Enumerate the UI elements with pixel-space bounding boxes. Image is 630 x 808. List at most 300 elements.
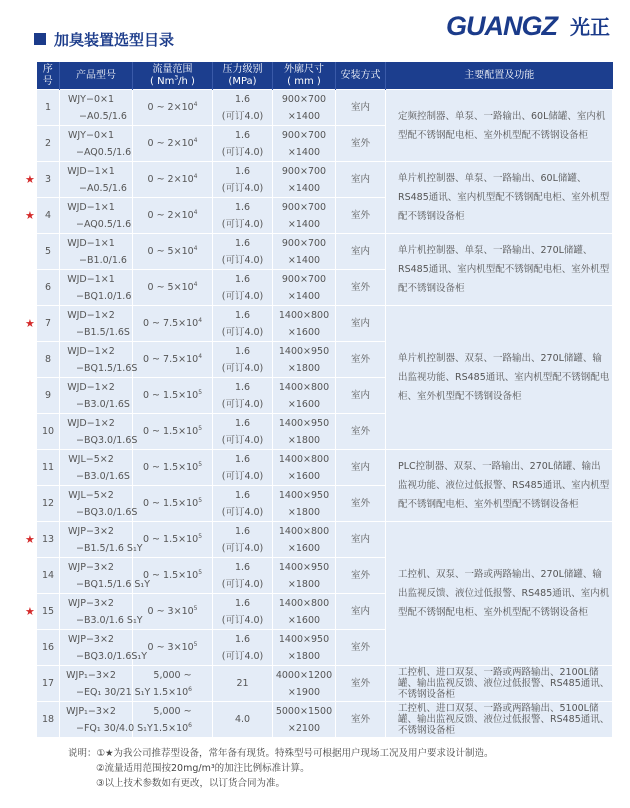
- table-row: [37, 306, 613, 342]
- seq-number: 2: [44, 138, 52, 149]
- flow-value: 0 ~ 2×10: [147, 210, 194, 221]
- cell-install: 室外: [336, 198, 386, 234]
- seq-number: 4: [44, 210, 52, 221]
- cell-seq: [37, 630, 60, 666]
- pressure-optional: (可订4.0): [221, 542, 264, 554]
- cell-seq: [37, 486, 60, 522]
- header-size: 外廓尺寸 ( mm ): [273, 62, 336, 90]
- cell-pressure: [213, 126, 273, 162]
- size-line-2: ×1800: [287, 506, 321, 518]
- cell-size: [273, 162, 336, 198]
- cell-pressure: [213, 666, 273, 702]
- cell-seq: [37, 234, 60, 270]
- seq-number: 5: [44, 246, 52, 257]
- model-line-2: −B3.0/1.6S: [76, 398, 130, 410]
- flow-exponent: 5: [198, 496, 203, 504]
- cell-pressure: [213, 450, 273, 486]
- cell-install: 室外: [336, 558, 386, 594]
- cell-model: [60, 126, 133, 162]
- cell-features: PLC控制器、双泵、一路输出、270L储罐、输出监视功能、液位过低报警、RS485通讯、室内机型配不锈钢配电柜、室外机型配不锈钢设备柜: [386, 450, 613, 522]
- seq-number: 13: [41, 534, 55, 545]
- model-line-2: −BQ3.0/1.6S₁Y: [76, 650, 148, 662]
- model-line-1: WJP−3×2: [68, 633, 114, 645]
- cell-features: 工控机、进口双泵、一路或两路输出、2100L储罐、输出监视反馈、液位过低报警、RS485通讯、不锈钢设备柜: [386, 666, 613, 702]
- cell-size: [273, 702, 336, 738]
- cell-pressure: [213, 414, 273, 450]
- recommended-star-icon: ★: [25, 172, 35, 186]
- cell-seq: [37, 342, 60, 378]
- recommended-star-icon: ★: [25, 532, 35, 546]
- table-row: [37, 522, 613, 558]
- size-line-2: ×1400: [287, 182, 321, 194]
- size-line-1: 900×700: [281, 201, 327, 213]
- size-line-2: ×1600: [287, 326, 321, 338]
- pressure-value: 1.6: [234, 633, 251, 645]
- size-line-1: 1400×800: [278, 525, 330, 537]
- cell-flow: [133, 126, 213, 162]
- cell-model: [60, 378, 133, 414]
- cell-size: [273, 306, 336, 342]
- pressure-value: 1.6: [234, 129, 251, 141]
- cell-pressure: [213, 90, 273, 126]
- cell-install: 室外: [336, 666, 386, 702]
- size-line-2: ×1400: [287, 254, 321, 266]
- size-line-2: ×1600: [287, 470, 321, 482]
- flow-exponent: 6: [188, 721, 192, 729]
- cell-install: 室外: [336, 702, 386, 738]
- cell-seq: [37, 666, 60, 702]
- size-line-2: ×1800: [287, 650, 321, 662]
- cell-flow: [133, 522, 213, 558]
- size-line-1: 1400×800: [278, 381, 330, 393]
- size-line-1: 1400×950: [278, 633, 330, 645]
- pressure-optional: (可订4.0): [221, 506, 264, 518]
- model-line-1: WJD−1×2: [67, 345, 115, 357]
- flow-value: 0 ~ 1.5×10: [142, 570, 199, 581]
- model-line-2: −BQ1.5/1.6S: [76, 362, 138, 374]
- cell-install: 室外: [336, 486, 386, 522]
- cell-features: 单片机控制器、单泵、一路输出、270L储罐、RS485通讯、室内机型配不锈钢配电柜、室外机型配不锈钢设备柜: [386, 234, 613, 306]
- pressure-value: 1.6: [234, 453, 251, 465]
- pressure-optional: (可订4.0): [221, 578, 264, 590]
- cell-size: [273, 378, 336, 414]
- pressure-optional: (可订4.0): [221, 218, 264, 230]
- cell-install: 室外: [336, 342, 386, 378]
- flow-exponent: 5: [198, 388, 203, 396]
- cell-seq: [37, 90, 60, 126]
- model-line-2: −B3.0/1.6S: [76, 470, 130, 482]
- size-line-1: 900×700: [281, 237, 327, 249]
- cell-seq: [25, 198, 60, 234]
- flow-value: 0 ~ 2×10: [147, 174, 194, 185]
- cell-size: [273, 342, 336, 378]
- recommended-star-icon: ★: [25, 604, 35, 618]
- cell-model: [60, 342, 138, 378]
- title-bullet: [34, 33, 46, 45]
- pressure-value: 1.6: [234, 273, 251, 285]
- svg-text:光正: 光正: [570, 15, 610, 39]
- size-line-2: ×1600: [287, 542, 321, 554]
- seq-number: 14: [41, 570, 55, 581]
- flow-value: 5,000 ~ 1.5×10: [153, 705, 192, 734]
- pressure-value: 4.0: [234, 714, 251, 725]
- model-line-1: WJP−3×2: [68, 525, 114, 537]
- size-line-1: 1400×800: [278, 597, 330, 609]
- notes-label: 说明：: [68, 748, 97, 759]
- flow-value: 0 ~ 1.5×10: [142, 426, 199, 437]
- seq-number: 1: [44, 102, 52, 113]
- model-line-1: WJL−5×2: [68, 489, 114, 501]
- model-line-2: −A0.5/1.6: [79, 182, 127, 194]
- size-line-2: ×2100: [287, 722, 321, 734]
- flow-exponent: 4: [198, 316, 203, 324]
- pressure-value: 1.6: [234, 201, 251, 213]
- flow-exponent: 4: [193, 100, 198, 108]
- cell-flow: [133, 162, 213, 198]
- cell-flow: [133, 450, 213, 486]
- cell-seq: [37, 378, 60, 414]
- model-line-1: WJD−1×1: [67, 201, 115, 213]
- cell-model: [60, 306, 133, 342]
- flow-exponent: 5: [193, 604, 198, 612]
- model-line-1: WJD−1×2: [67, 381, 115, 393]
- model-line-2: −A0.5/1.6: [79, 110, 127, 122]
- model-line-1: WJY−0×1: [67, 93, 114, 105]
- pressure-optional: (可订4.0): [221, 650, 264, 662]
- size-line-1: 5000×1500: [275, 705, 333, 717]
- model-line-1: WJY−0×1: [67, 129, 114, 141]
- model-line-1: WJD−1×1: [67, 237, 115, 249]
- cell-model: [60, 630, 148, 666]
- size-line-1: 1400×950: [278, 417, 330, 429]
- page-header: [0, 0, 630, 56]
- model-line-2: −EQ₁ 30/21 S₁Y: [76, 686, 151, 698]
- flow-exponent: 5: [193, 640, 198, 648]
- cell-seq: [37, 558, 60, 594]
- size-line-2: ×1400: [287, 218, 321, 230]
- model-line-1: WJD−1×2: [67, 417, 115, 429]
- size-line-1: 900×700: [281, 129, 327, 141]
- pressure-value: 1.6: [234, 561, 251, 573]
- header-model: 产品型号: [60, 62, 133, 90]
- cell-seq: [25, 162, 60, 198]
- size-line-1: 1400×800: [278, 453, 330, 465]
- flow-exponent: 4: [193, 136, 198, 144]
- seq-number: 18: [41, 714, 55, 725]
- note-2: ②流量适用范围按20mg/m³的加注比例标准计算。: [96, 763, 310, 774]
- cell-size: [273, 126, 336, 162]
- cell-install: 室内: [336, 90, 386, 126]
- table-row: [37, 234, 613, 270]
- flow-value: 0 ~ 1.5×10: [142, 498, 199, 509]
- flow-value: 5,000 ~ 1.5×10: [153, 669, 192, 698]
- cell-flow: [133, 594, 213, 630]
- cell-pressure: [213, 306, 273, 342]
- size-line-1: 1400×950: [278, 345, 330, 357]
- cell-features: 工控机、双泵、一路或两路输出、270L储罐、输出监视反馈、液位过低报警、RS485通讯、室内机型配不锈钢配电柜、室外机型配不锈钢设备柜: [386, 522, 613, 666]
- seq-number: 10: [41, 426, 55, 437]
- recommended-star-icon: ★: [25, 208, 35, 222]
- seq-number: 6: [44, 282, 52, 293]
- cell-install: 室外: [336, 630, 386, 666]
- table-row: [37, 702, 613, 738]
- model-line-2: −AQ0.5/1.6: [76, 146, 132, 158]
- pressure-optional: (可订4.0): [221, 362, 264, 374]
- cell-model: [60, 162, 133, 198]
- cell-pressure: [213, 702, 273, 738]
- cell-size: [273, 666, 336, 702]
- page-title: 加臭装置选型目录: [54, 31, 175, 49]
- size-line-1: 1400×950: [278, 561, 330, 573]
- size-line-2: ×1900: [287, 686, 321, 698]
- pressure-value: 1.6: [234, 597, 251, 609]
- flow-exponent: 4: [193, 244, 198, 252]
- model-line-2: −BQ3.0/1.6S: [76, 506, 138, 518]
- size-line-1: 4000×1200: [275, 669, 333, 681]
- flow-value: 0 ~ 1.5×10: [142, 534, 199, 545]
- cell-flow: [133, 486, 213, 522]
- pressure-value: 1.6: [234, 417, 251, 429]
- cell-install: 室内: [336, 162, 386, 198]
- flow-exponent: 4: [193, 172, 198, 180]
- cell-install: 室内: [336, 522, 386, 558]
- notes: [68, 746, 494, 791]
- cell-install: 室内: [336, 234, 386, 270]
- header-features: 主要配置及功能: [386, 62, 613, 90]
- model-line-1: WJP₁−3×2: [66, 669, 116, 681]
- seq-number: 17: [41, 678, 55, 689]
- table-row: [37, 162, 613, 198]
- pressure-optional: (可订4.0): [221, 290, 264, 302]
- pressure-value: 21: [236, 678, 249, 689]
- flow-exponent: 5: [198, 424, 203, 432]
- cell-size: [273, 198, 336, 234]
- pressure-optional: (可订4.0): [221, 398, 264, 410]
- cell-features: 定频控制器、单泵、一路输出、60L储罐、室内机型配不锈钢配电柜、室外机型配不锈钢设备柜: [386, 90, 613, 162]
- cell-size: [273, 594, 336, 630]
- cell-features: 工控机、进口双泵、一路或两路输出、5100L储罐、输出监视反馈、液位过低报警、RS485通讯、不锈钢设备柜: [386, 702, 613, 738]
- model-line-2: −FQ₁ 30/4.0 S₁Y: [76, 722, 153, 734]
- cell-install: 室外: [336, 270, 386, 306]
- cell-model: [60, 234, 133, 270]
- cell-install: 室内: [336, 378, 386, 414]
- cell-size: [273, 630, 336, 666]
- cell-model: [60, 522, 143, 558]
- recommended-star-icon: ★: [25, 316, 35, 330]
- note-3: ③以上技术参数如有更改，以订货合同为准。: [96, 778, 286, 789]
- cell-flow: [133, 198, 213, 234]
- pressure-optional: (可订4.0): [221, 110, 264, 122]
- cell-flow: [133, 414, 213, 450]
- cell-model: [60, 558, 151, 594]
- flow-value: 0 ~ 3×10: [147, 642, 194, 653]
- table-row: [37, 450, 613, 486]
- cell-install: 室外: [336, 126, 386, 162]
- cell-seq: [37, 270, 60, 306]
- flow-value: 0 ~ 7.5×10: [142, 318, 199, 329]
- size-line-2: ×1800: [287, 362, 321, 374]
- flow-value: 0 ~ 2×10: [147, 138, 194, 149]
- seq-number: 15: [41, 606, 55, 617]
- flow-exponent: 5: [198, 460, 203, 468]
- cell-install: 室外: [336, 414, 386, 450]
- model-line-2: −B1.5/1.6 S₁Y: [76, 542, 143, 554]
- flow-value: 0 ~ 3×10: [147, 606, 194, 617]
- flow-exponent: 6: [188, 685, 192, 693]
- pressure-value: 1.6: [234, 489, 251, 501]
- cell-pressure: [213, 594, 273, 630]
- pressure-optional: (可订4.0): [221, 470, 264, 482]
- cell-install: 室内: [336, 450, 386, 486]
- flow-value: 0 ~ 2×10: [147, 102, 194, 113]
- cell-pressure: [213, 630, 273, 666]
- model-line-1: WJL−5×2: [68, 453, 114, 465]
- cell-flow: [133, 270, 213, 306]
- cell-pressure: [213, 234, 273, 270]
- size-line-1: 900×700: [281, 165, 327, 177]
- product-catalog-table: [25, 62, 613, 738]
- model-line-2: −BQ3.0/1.6S: [76, 434, 138, 446]
- size-line-1: 1400×950: [278, 489, 330, 501]
- model-line-1: WJP−3×2: [68, 597, 114, 609]
- cell-model: [60, 594, 143, 630]
- svg-text:GUANGZ: GUANGZ: [446, 11, 557, 41]
- size-line-1: 900×700: [281, 273, 327, 285]
- model-line-2: −AQ0.5/1.6: [76, 218, 132, 230]
- table-row: [37, 666, 613, 702]
- model-line-1: WJP−3×2: [68, 561, 114, 573]
- cell-features: 单片机控制器、单泵、一路输出、60L储罐、RS485通讯、室内机型配不锈钢配电柜、室外机型配不锈钢设备柜: [386, 162, 613, 234]
- pressure-value: 1.6: [234, 381, 251, 393]
- pressure-value: 1.6: [234, 525, 251, 537]
- size-line-2: ×1400: [287, 290, 321, 302]
- model-line-2: −B3.0/1.6 S₁Y: [76, 614, 143, 626]
- cell-seq: [37, 450, 60, 486]
- cell-flow: [133, 306, 213, 342]
- cell-pressure: [213, 558, 273, 594]
- size-line-1: 1400×800: [278, 309, 330, 321]
- cell-pressure: [213, 198, 273, 234]
- header-seq: 序号: [37, 62, 60, 90]
- pressure-optional: (可订4.0): [221, 182, 264, 194]
- size-line-2: ×1600: [287, 614, 321, 626]
- seq-number: 11: [41, 462, 55, 473]
- note-1: ①★为我公司推荐型设备，常年备有现货。特殊型号可根据用户现场工况及用户要求设计制造。: [96, 748, 494, 759]
- model-line-2: −BQ1.0/1.6: [76, 290, 132, 302]
- cell-install: 室内: [336, 306, 386, 342]
- header-flow: 流量范围 ( Nm$^3$/h ): [133, 62, 213, 90]
- cell-size: [273, 486, 336, 522]
- cell-model: [60, 702, 153, 738]
- seq-number: 8: [44, 354, 52, 365]
- flow-value: 0 ~ 7.5×10: [142, 354, 199, 365]
- cell-pressure: [213, 342, 273, 378]
- pressure-value: 1.6: [234, 345, 251, 357]
- model-line-1: WJD−1×1: [67, 165, 115, 177]
- cell-model: [60, 90, 133, 126]
- size-line-1: 900×700: [281, 93, 327, 105]
- size-line-2: ×1800: [287, 578, 321, 590]
- seq-number: 16: [41, 642, 55, 653]
- pressure-optional: (可订4.0): [221, 146, 264, 158]
- cell-pressure: [213, 162, 273, 198]
- cell-model: [60, 414, 138, 450]
- flow-value: 0 ~ 5×10: [147, 246, 194, 257]
- header-pressure: 压力级别 (MPa): [213, 62, 273, 90]
- cell-pressure: [213, 486, 273, 522]
- cell-seq: [25, 306, 60, 342]
- cell-pressure: [213, 270, 273, 306]
- flow-value: 0 ~ 5×10: [147, 282, 194, 293]
- flow-value: 0 ~ 1.5×10: [142, 390, 199, 401]
- cell-pressure: [213, 378, 273, 414]
- seq-number: 3: [44, 174, 52, 185]
- cell-model: [60, 450, 133, 486]
- pressure-value: 1.6: [234, 165, 251, 177]
- brand-logo: [446, 6, 618, 44]
- cell-seq: [25, 594, 60, 630]
- cell-size: [273, 234, 336, 270]
- model-line-2: −B1.5/1.6S: [76, 326, 130, 338]
- cell-seq: [37, 126, 60, 162]
- model-line-1: WJD−1×2: [67, 309, 115, 321]
- seq-number: 9: [44, 390, 52, 401]
- seq-number: 7: [44, 318, 52, 329]
- model-line-1: WJD−1×1: [67, 273, 115, 285]
- pressure-optional: (可订4.0): [221, 326, 264, 338]
- cell-flow: [133, 234, 213, 270]
- size-line-2: ×1400: [287, 110, 321, 122]
- flow-exponent: 4: [198, 352, 203, 360]
- pressure-optional: (可订4.0): [221, 614, 264, 626]
- cell-size: [273, 522, 336, 558]
- cell-flow: [133, 342, 213, 378]
- cell-size: [273, 558, 336, 594]
- pressure-optional: (可订4.0): [221, 434, 264, 446]
- cell-seq: [37, 702, 60, 738]
- size-line-2: ×1600: [287, 398, 321, 410]
- model-line-1: WJP₁−3×2: [66, 705, 116, 717]
- flow-value: 0 ~ 1.5×10: [142, 462, 199, 473]
- cell-size: [273, 450, 336, 486]
- header-install: 安装方式: [336, 62, 386, 90]
- flow-exponent: 4: [193, 280, 198, 288]
- cell-size: [273, 90, 336, 126]
- model-line-2: −BQ1.5/1.6 S₁Y: [76, 578, 151, 590]
- flow-exponent: 4: [193, 208, 198, 216]
- table-row: [37, 90, 613, 126]
- cell-install: 室内: [336, 594, 386, 630]
- pressure-value: 1.6: [234, 237, 251, 249]
- model-line-2: −B1.0/1.6: [79, 254, 127, 266]
- flow-exponent: 5: [198, 532, 203, 540]
- cell-seq: [25, 522, 60, 558]
- pressure-optional: (可订4.0): [221, 254, 264, 266]
- cell-size: [273, 414, 336, 450]
- pressure-value: 1.6: [234, 93, 251, 105]
- cell-features: 单片机控制器、双泵、一路输出、270L储罐、输出监视功能、RS485通讯、室内机型配不锈钢配电柜、室外机型配不锈钢设备柜: [386, 306, 613, 450]
- pressure-value: 1.6: [234, 309, 251, 321]
- cell-model: [60, 270, 133, 306]
- seq-number: 12: [41, 498, 55, 509]
- size-line-2: ×1400: [287, 146, 321, 158]
- cell-seq: [37, 414, 60, 450]
- cell-model: [60, 198, 133, 234]
- size-line-2: ×1800: [287, 434, 321, 446]
- cell-flow: [133, 378, 213, 414]
- flow-exponent: 5: [198, 568, 203, 576]
- cell-model: [60, 666, 151, 702]
